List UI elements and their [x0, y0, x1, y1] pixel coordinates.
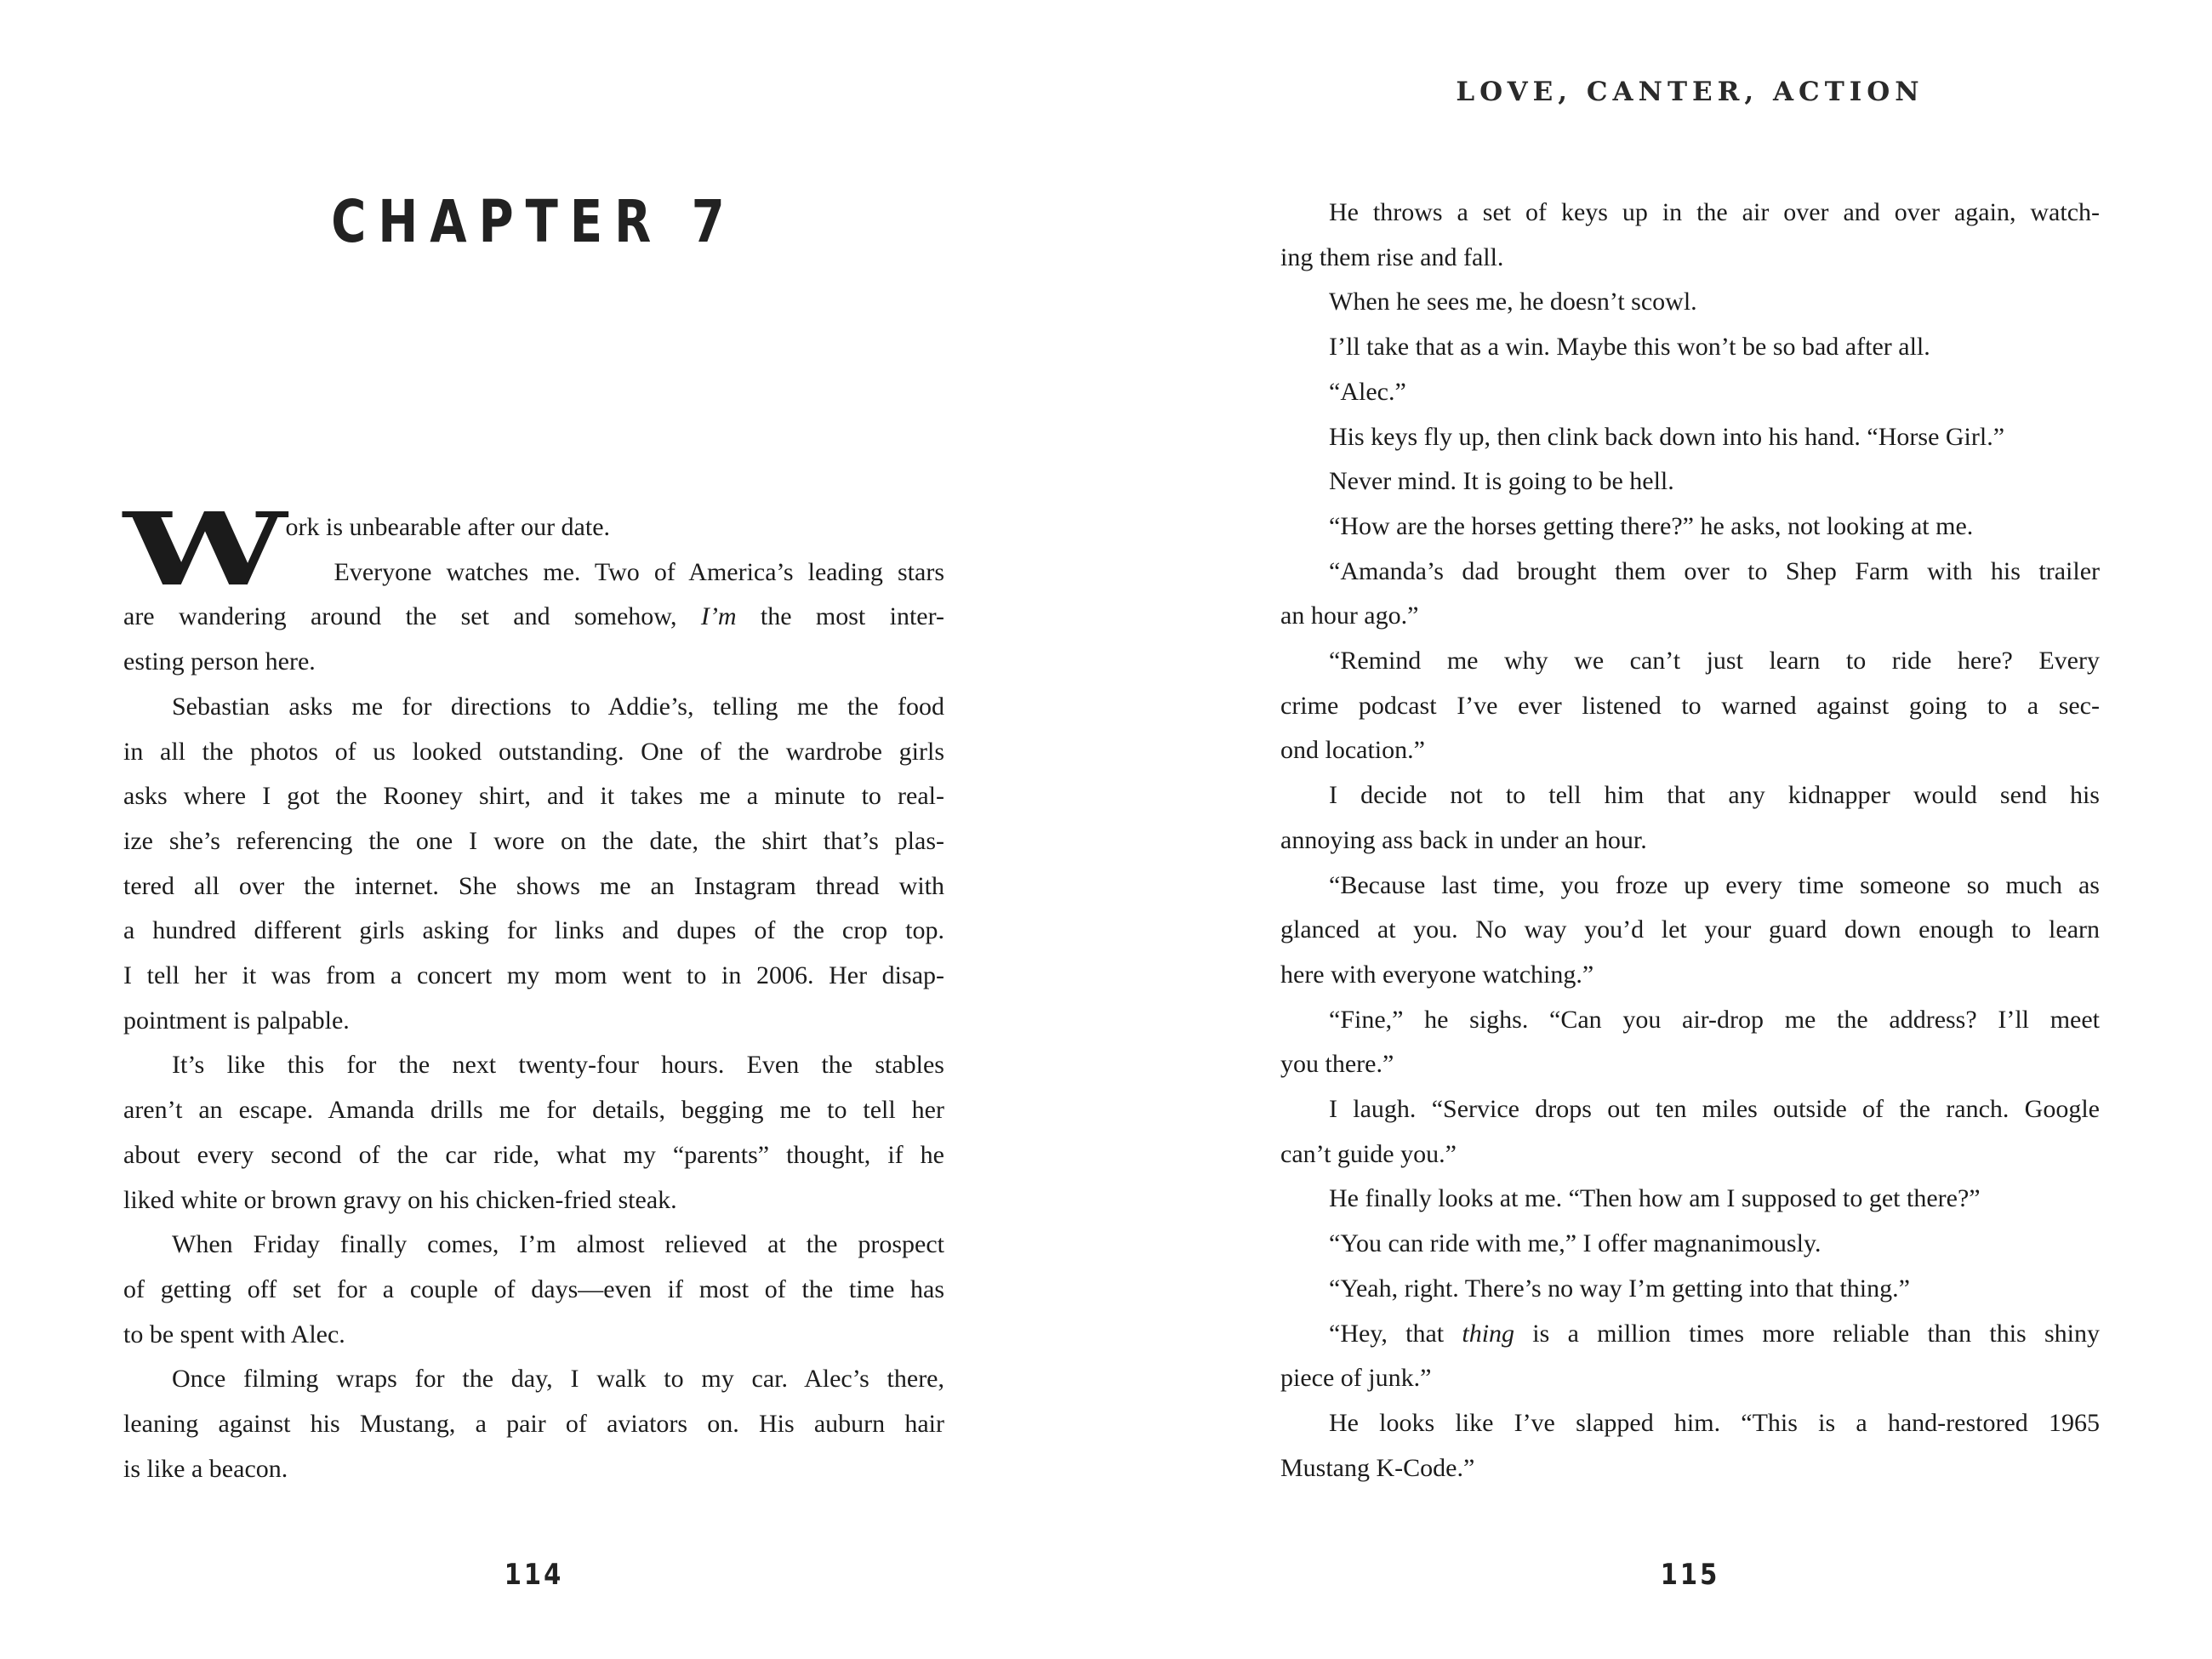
text-line: can’t guide you.” [1280, 1139, 1457, 1168]
text-line: I’ll take that as a win. Maybe this won’t be so bad after all. [1329, 333, 1930, 362]
chapter-heading: CHAPTER 7 [331, 189, 737, 257]
text-line: an hour ago.” [1280, 601, 1419, 630]
left-page [123, 0, 944, 1659]
text-line: “Amanda’s dad brought them over to Shep Farm with his trailer [1329, 556, 2100, 585]
text-line: to be spent with Alec. [123, 1320, 345, 1348]
text-line: glanced at you. No way you’d let your guard down enough to learn [1280, 915, 2100, 944]
paragraph [1280, 1222, 2100, 1267]
text-line: in all the photos of us looked outstanding. One of the wardrobe girls [123, 737, 944, 766]
paragraph [1280, 1312, 2100, 1401]
text-line: I laugh. “Service drops out ten miles outside of the ranch. Google [1329, 1095, 2100, 1124]
text-line: here with everyone watching.” [1280, 960, 1594, 989]
page-number: 115 [1660, 1557, 1720, 1592]
paragraph [1280, 191, 2100, 280]
text-line: Mustang K-Code.” [1280, 1453, 1475, 1482]
text-line: aren’t an escape. Amanda drills me for details, begging me to tell her [123, 1096, 944, 1125]
text-line: When Friday finally comes, I’m almost relieved at the prospect [172, 1230, 944, 1259]
running-header: LOVE, CANTER, ACTION [1456, 77, 1924, 107]
text-line: esting person here. [123, 647, 316, 676]
text-line: you there.” [1280, 1050, 1394, 1079]
text-line: “You can ride with me,” I offer magnanimously. [1329, 1229, 1821, 1258]
paragraph [1280, 1087, 2100, 1177]
text-line: piece of junk.” [1280, 1364, 1432, 1393]
paragraph [1280, 773, 2100, 863]
text-line: of getting off set for a couple of days—even if most of the time has [123, 1274, 944, 1303]
text-line: He looks like I’ve slapped him. “This is a hand-restored 1965 [1329, 1408, 2100, 1437]
text-line: “Yeah, right. There’s no way I’m getting into that thing.” [1329, 1274, 1910, 1303]
text-line: ize she’s referencing the one I wore on the date, the shirt that’s plas- [123, 826, 944, 855]
text-line: crime podcast I’ve ever listened to warned against going to a sec- [1280, 691, 2100, 720]
text-line: When he sees me, he doesn’t scowl. [1329, 288, 1697, 316]
text-line: “Alec.” [1329, 377, 1406, 406]
text-line: is like a beacon. [123, 1454, 288, 1483]
text-line: pointment is palpable. [123, 1006, 350, 1035]
right-page-body-text [1280, 191, 2100, 1491]
text-line: are wandering around the set and somehow, I’m the most inter- [123, 602, 944, 631]
text-line: “Hey, that thing is a million times more reliable than this shiny [1329, 1319, 2100, 1348]
paragraph [1280, 639, 2100, 773]
text-line: He finally looks at me. “Then how am I supposed to get there?” [1329, 1184, 1981, 1213]
text-line: Everyone watches me. Two of America’s leading stars [334, 557, 944, 586]
paragraph [1280, 550, 2100, 639]
text-line: I decide not to tell him that any kidnapper would send his [1329, 781, 2100, 810]
left-page-body-text [123, 490, 944, 1491]
text-line: “How are the horses getting there?” he asks, not looking at me. [1329, 511, 1974, 540]
paragraph [123, 1043, 944, 1223]
text-line: “Because last time, you froze up every time someone so much as [1329, 870, 2100, 899]
text-line: liked white or brown gravy on his chicken-fried steak. [123, 1185, 677, 1214]
text-line: Once filming wraps for the day, I walk to my car. Alec’s there, [172, 1365, 944, 1394]
text-line: tered all over the internet. She shows me an Instagram thread with [123, 871, 944, 900]
paragraph [1280, 280, 2100, 325]
paragraph [1280, 459, 2100, 505]
text-line: “Remind me why we can’t just learn to ride here? Every [1329, 647, 2100, 676]
text-line: ork is unbearable after our date. [285, 513, 611, 541]
paragraph [1280, 864, 2100, 998]
paragraph [1280, 505, 2100, 550]
text-line: leaning against his Mustang, a pair of aviators on. His auburn hair [123, 1410, 944, 1439]
text-line: annoying ass back in under an hour. [1280, 825, 1647, 854]
text-line: a hundred different girls asking for links and dupes of the crop top. [123, 916, 944, 945]
text-line: Sebastian asks me for directions to Addie’s, telling me the food [172, 692, 944, 721]
drop-cap: W [123, 490, 288, 608]
text-line: ond location.” [1280, 736, 1425, 765]
paragraph [1280, 1177, 2100, 1222]
page-number: 114 [504, 1557, 564, 1592]
text-line: asks where I got the Rooney shirt, and it takes me a minute to real- [123, 782, 944, 811]
text-line: about every second of the car ride, what my “parents” thought, if he [123, 1140, 944, 1169]
text-line: ing them rise and fall. [1280, 242, 1504, 271]
text-line: His keys fly up, then clink back down into his hand. “Horse Girl.” [1329, 422, 2005, 451]
text-line: He throws a set of keys up in the air over and over again, watch- [1329, 198, 2100, 226]
text-line: Never mind. It is going to be hell. [1329, 467, 1674, 496]
paragraph [1280, 998, 2100, 1087]
paragraph [1280, 370, 2100, 415]
right-page [1280, 0, 2100, 1659]
text-line: It’s like this for the next twenty-four hours. Even the stables [172, 1051, 944, 1080]
paragraph [123, 685, 944, 1044]
text-line: I tell her it was from a concert my mom went to in 2006. Her disap- [123, 961, 944, 990]
paragraph [1280, 325, 2100, 370]
paragraph [1280, 1401, 2100, 1491]
paragraph [123, 1357, 944, 1491]
paragraph [1280, 415, 2100, 460]
paragraph [123, 1223, 944, 1357]
paragraph [1280, 1267, 2100, 1312]
text-line: “Fine,” he sighs. “Can you air-drop me the address? I’ll meet [1329, 1005, 2100, 1034]
